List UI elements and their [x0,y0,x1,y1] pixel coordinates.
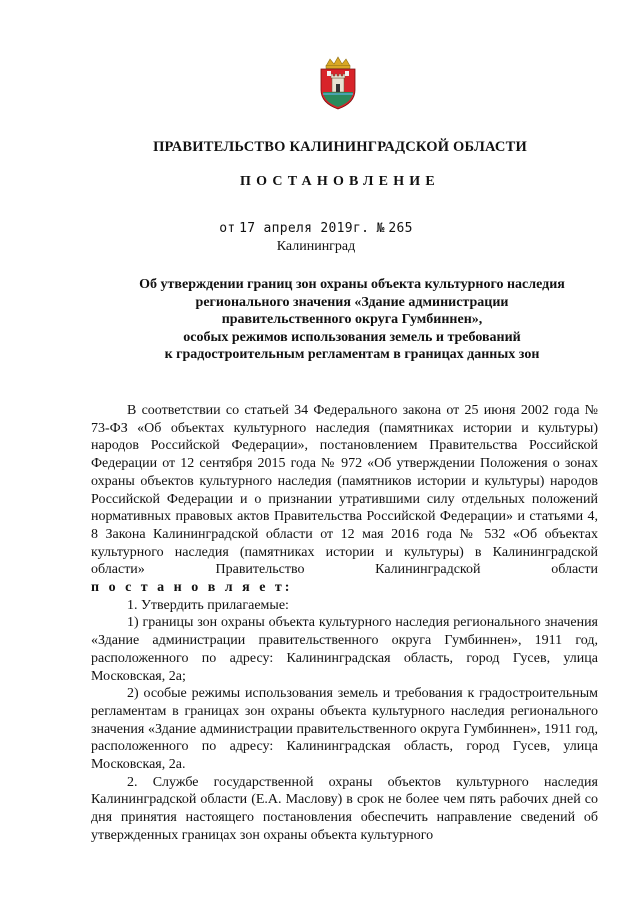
title-line: правительственного округа Гумбиннен», [221,312,483,328]
document-title [104,276,600,364]
document-number: 265 [388,221,413,236]
date-year-suffix: г. [352,221,370,236]
date-value: 17 апреля 2019 [239,221,353,236]
item-1-2: 2) особые режимы использования земель и требования к градостроительным регламентам в границах зон охраны объекта культурного наследия регионального значения «Здание администрации правительственного округа Гумбиннен», 1911 год, расположенного по адресу: Калининградская область, город Гусев, улица Московская, 2а. [91,686,598,773]
government-name: ПРАВИТЕЛЬСТВО КАЛИНИНГРАДСКОЙ ОБЛАСТИ [153,139,527,155]
title-line: Об утверждении границ зон охраны объекта культурного наследия [139,277,565,292]
title-line: к градостроительным регламентам в границах данных зон [164,347,540,363]
number-sign: № [376,221,385,236]
city: Калининград [276,239,356,254]
document-body [91,402,598,845]
item-1-1: 1) границы зон охраны объекта культурного наследия регионального значения «Здание администрации правительственного округа Гумбиннен», 1911 год, расположенного по адресу: Калининградская область, город Гусев, улица Московская, 2а; [91,615,598,684]
document-type: ПОСТАНОВЛЕНИЕ [240,174,440,189]
preamble-text: В соответствии со статьей 34 Федерального закона от 25 июня 2002 года № 73-ФЗ «Об объектах культурного наследия (памятниках истории и культуры) народов Российской Федерации», постановлением Правительства Российской Федерации от 12 сентября 2015 года № 972 «Об утверждении Положения о зонах охраны объектов культурного наследия (памятников истории и культуры) народов Российской Федерации и о признании утратившими силу отдельных положений нормативных правовых актов Правительства Российской Федерации» и статьями 4, 8 Закона Калининградской области от 12 мая 2016 года № 532 «Об объектах культурного наследия (памятниках истории и культуры) в Калининградской области» Правительство Калининградской области [91,403,598,578]
resolves-word: п о с т а н о в л я е т: [91,580,293,596]
date-number-line [0,220,632,236]
item-2: 2. Службе государственной охраны объектов культурного наследия Калининградской области (Е.А. Маслову) в срок не более чем пять рабочих дней со дня принятия настоящего постановления обеспечить направление сведений об утвержденных границах зон охраны объекта культурного [91,774,598,843]
title-line: особых режимов использования земель и требований [183,329,521,345]
preamble-paragraph [91,402,598,597]
date-prefix: от [219,221,236,236]
kaliningrad-coat-of-arms-icon [317,56,359,110]
item-1: 1. Утвердить прилагаемые: [127,597,289,613]
title-line: регионального значения «Здание администрации [195,294,509,310]
